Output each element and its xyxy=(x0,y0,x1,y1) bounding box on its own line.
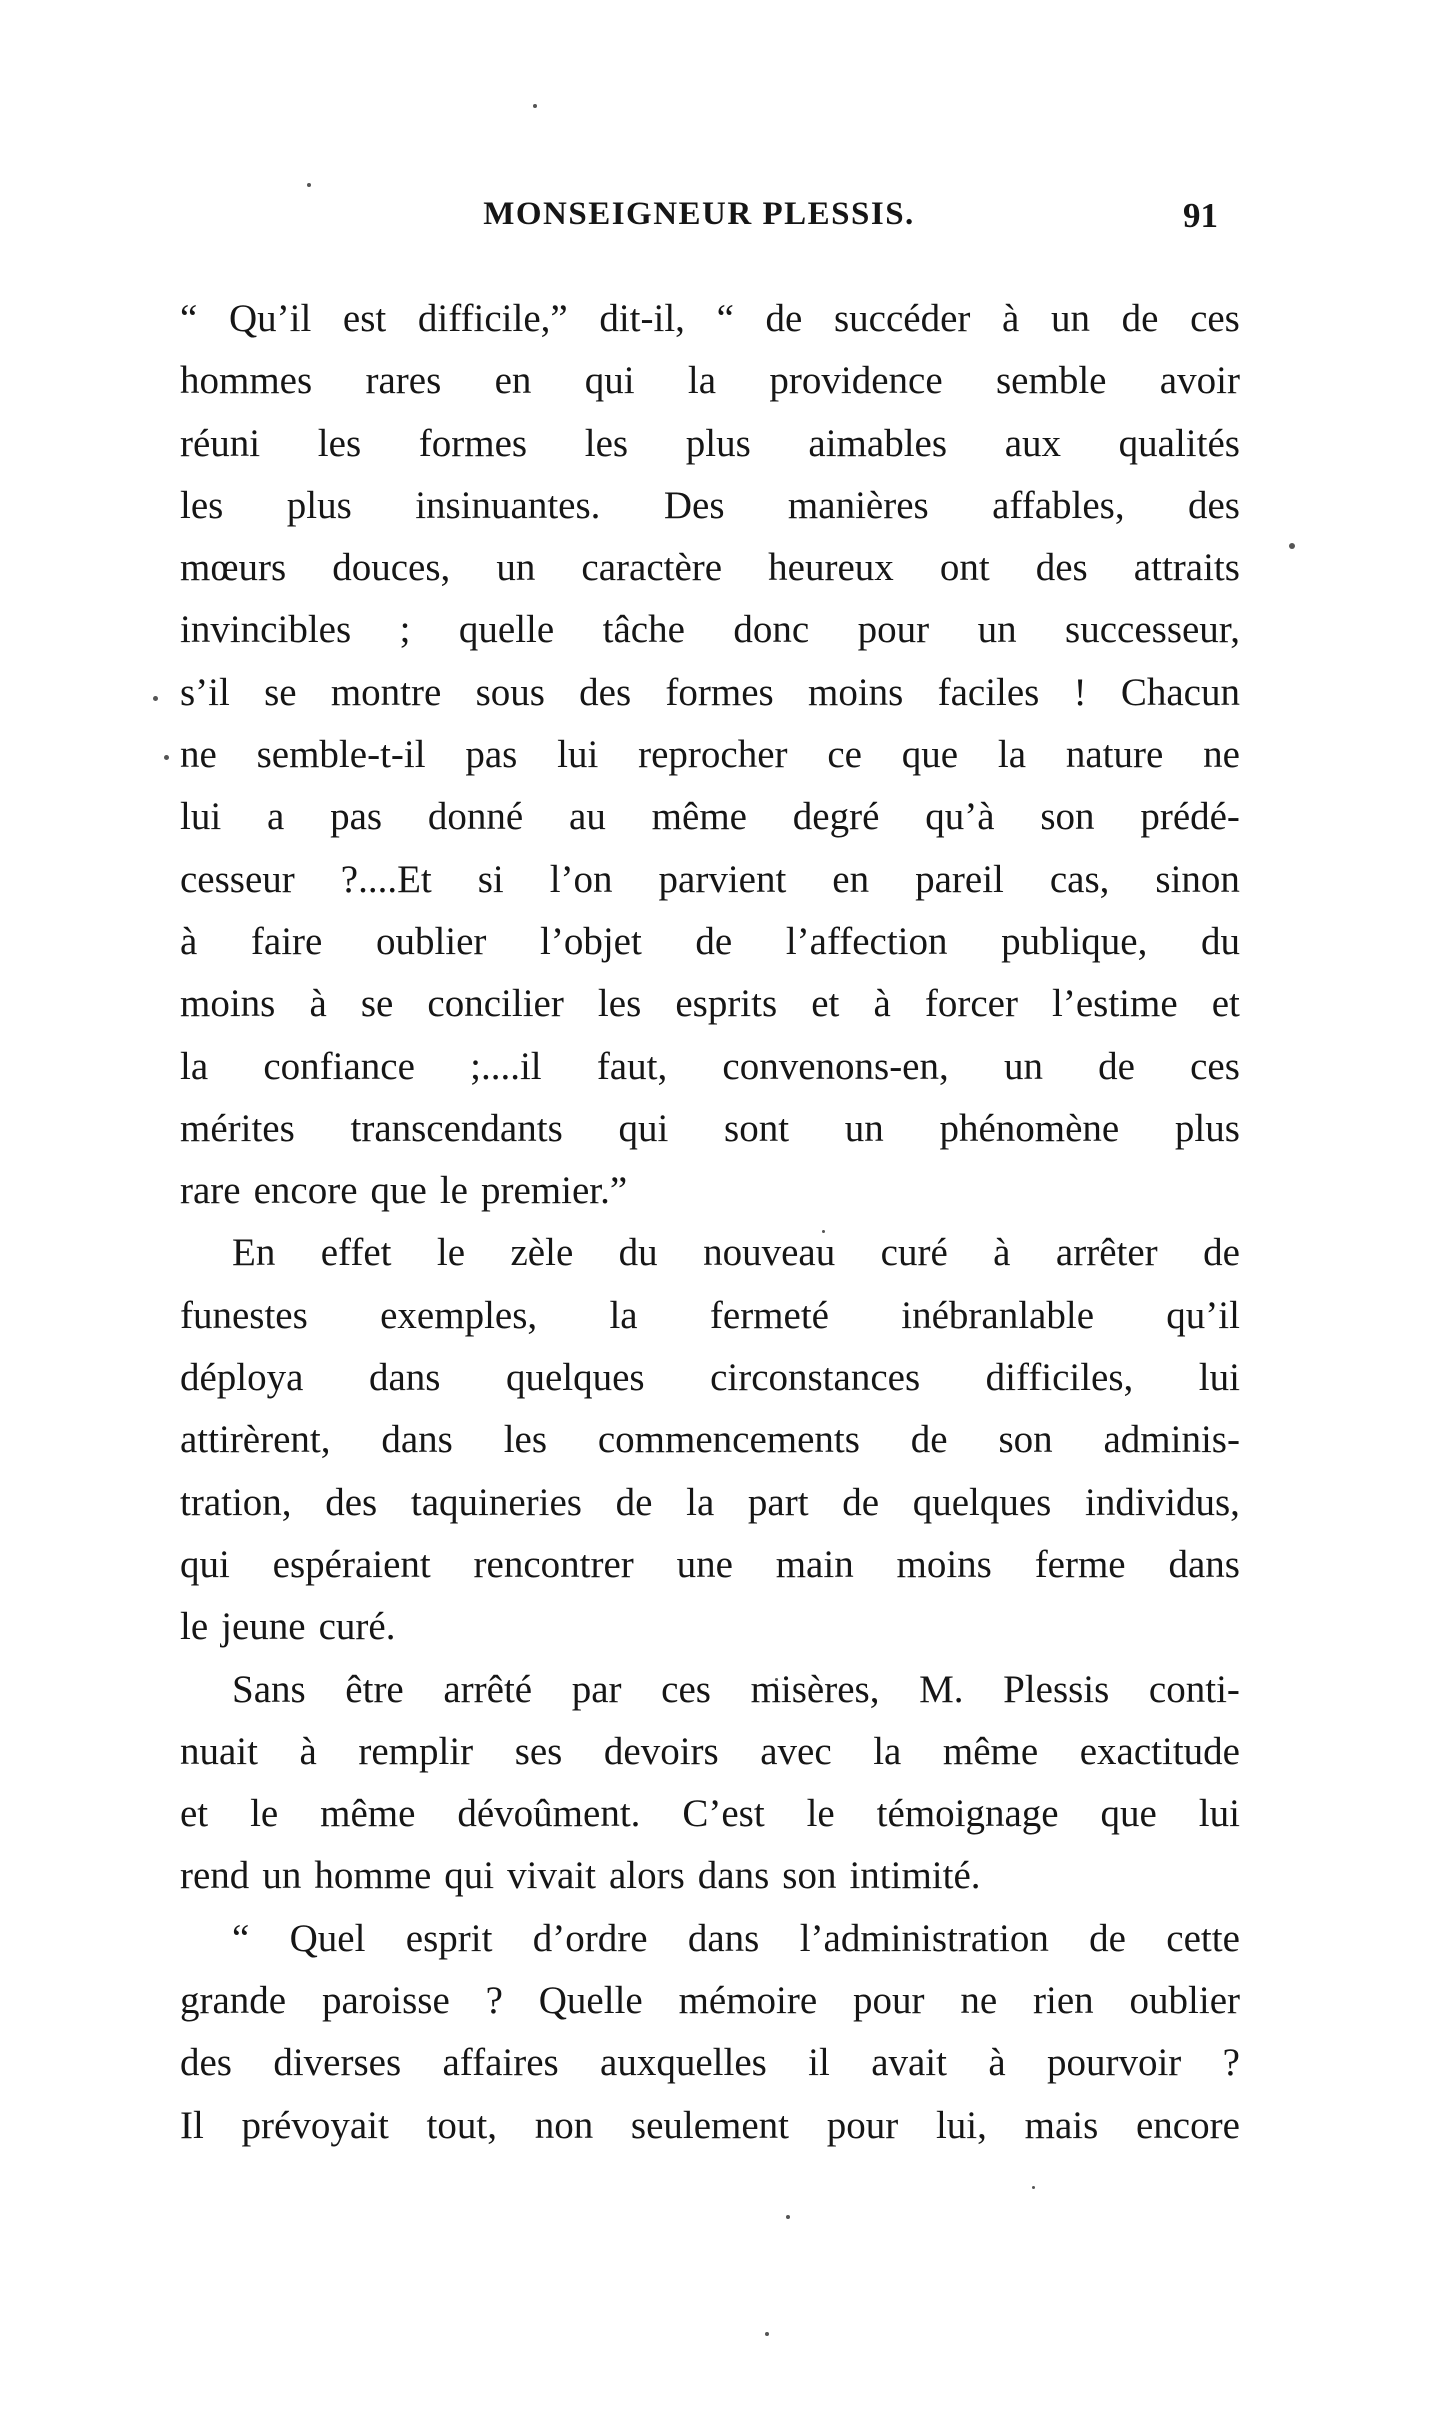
scan-speck xyxy=(1032,2186,1035,2189)
scan-speck xyxy=(786,2215,790,2219)
text-line: nuait à remplir ses devoirs avec la même exactitude xyxy=(180,1729,1240,1773)
paragraph xyxy=(180,1667,1240,1916)
text-line: lui a pas donné au même degré qu’à son prédé- xyxy=(180,795,1240,839)
text-line: ne semble-t-il pas lui reprocher ce que la nature ne xyxy=(180,733,1240,777)
scan-speck xyxy=(307,183,311,187)
page-number: 91 xyxy=(1183,196,1218,235)
text-line: “ Quel esprit d’ordre dans l’administration de cette xyxy=(232,1916,1240,1960)
text-line: hommes rares en qui la providence semble avoir xyxy=(180,359,1240,403)
text-line: Sans être arrêté par ces misères, M. Plessis conti- xyxy=(232,1667,1240,1711)
paragraph xyxy=(180,1916,1240,2165)
text-line: tration, des taquineries de la part de quelques individus, xyxy=(180,1480,1240,1524)
text-line: des diverses affaires auxquelles il avait à pourvoir ? xyxy=(180,2041,1240,2085)
text-line: Il prévoyait tout, non seulement pour lui, mais encore xyxy=(180,2103,1240,2147)
text-line: déploya dans quelques circonstances difficiles, lui xyxy=(180,1356,1240,1400)
scan-speck xyxy=(765,2332,769,2336)
scan-speck xyxy=(153,696,158,701)
text-line: mœurs douces, un caractère heureux ont des attraits xyxy=(180,546,1240,590)
text-line: réuni les formes les plus aimables aux qualités xyxy=(180,421,1240,465)
text-line: cesseur ?....Et si l’on parvient en pareil cas, sinon xyxy=(180,857,1240,901)
text-line: le jeune curé. xyxy=(180,1605,396,1649)
text-line: invincibles ; quelle tâche donc pour un successeur, xyxy=(180,608,1240,652)
body-text xyxy=(180,296,1240,2165)
text-line: qui espéraient rencontrer une main moins ferme dans xyxy=(180,1542,1240,1586)
text-line: moins à se concilier les esprits et à forcer l’estime et xyxy=(180,982,1240,1026)
scan-speck xyxy=(164,755,169,760)
paragraph xyxy=(180,1230,1240,1666)
paragraph xyxy=(180,296,1240,1230)
text-line: rend un homme qui vivait alors dans son intimité. xyxy=(180,1854,981,1898)
scan-speck xyxy=(533,104,537,108)
running-title: MONSEIGNEUR PLESSIS. xyxy=(483,196,915,232)
scan-speck xyxy=(1289,543,1295,549)
text-line: “ Qu’il est difficile,” dit-il, “ de succéder à un de ces xyxy=(180,297,1240,340)
text-line: En effet le zèle du nouveau curé à arrêter de xyxy=(232,1231,1240,1275)
text-line: à faire oublier l’objet de l’affection publique, du xyxy=(180,919,1240,963)
text-line: s’il se montre sous des formes moins faciles ! Chacun xyxy=(180,670,1240,714)
text-line: et le même dévoûment. C’est le témoignage que lui xyxy=(180,1792,1240,1836)
text-line: funestes exemples, la fermeté inébranlable qu’il xyxy=(180,1293,1240,1337)
running-head xyxy=(180,196,1218,256)
text-line: la confiance ;....il faut, convenons-en, un de ces xyxy=(180,1044,1240,1088)
text-line: grande paroisse ? Quelle mémoire pour ne rien oublier xyxy=(180,1979,1240,2023)
text-line: les plus insinuantes. Des manières affables, des xyxy=(180,483,1240,527)
text-line: mérites transcendants qui sont un phénomène plus xyxy=(180,1106,1240,1150)
text-line: rare encore que le premier.” xyxy=(180,1169,628,1213)
text-line: attirèrent, dans les commencements de son adminis- xyxy=(180,1418,1240,1462)
